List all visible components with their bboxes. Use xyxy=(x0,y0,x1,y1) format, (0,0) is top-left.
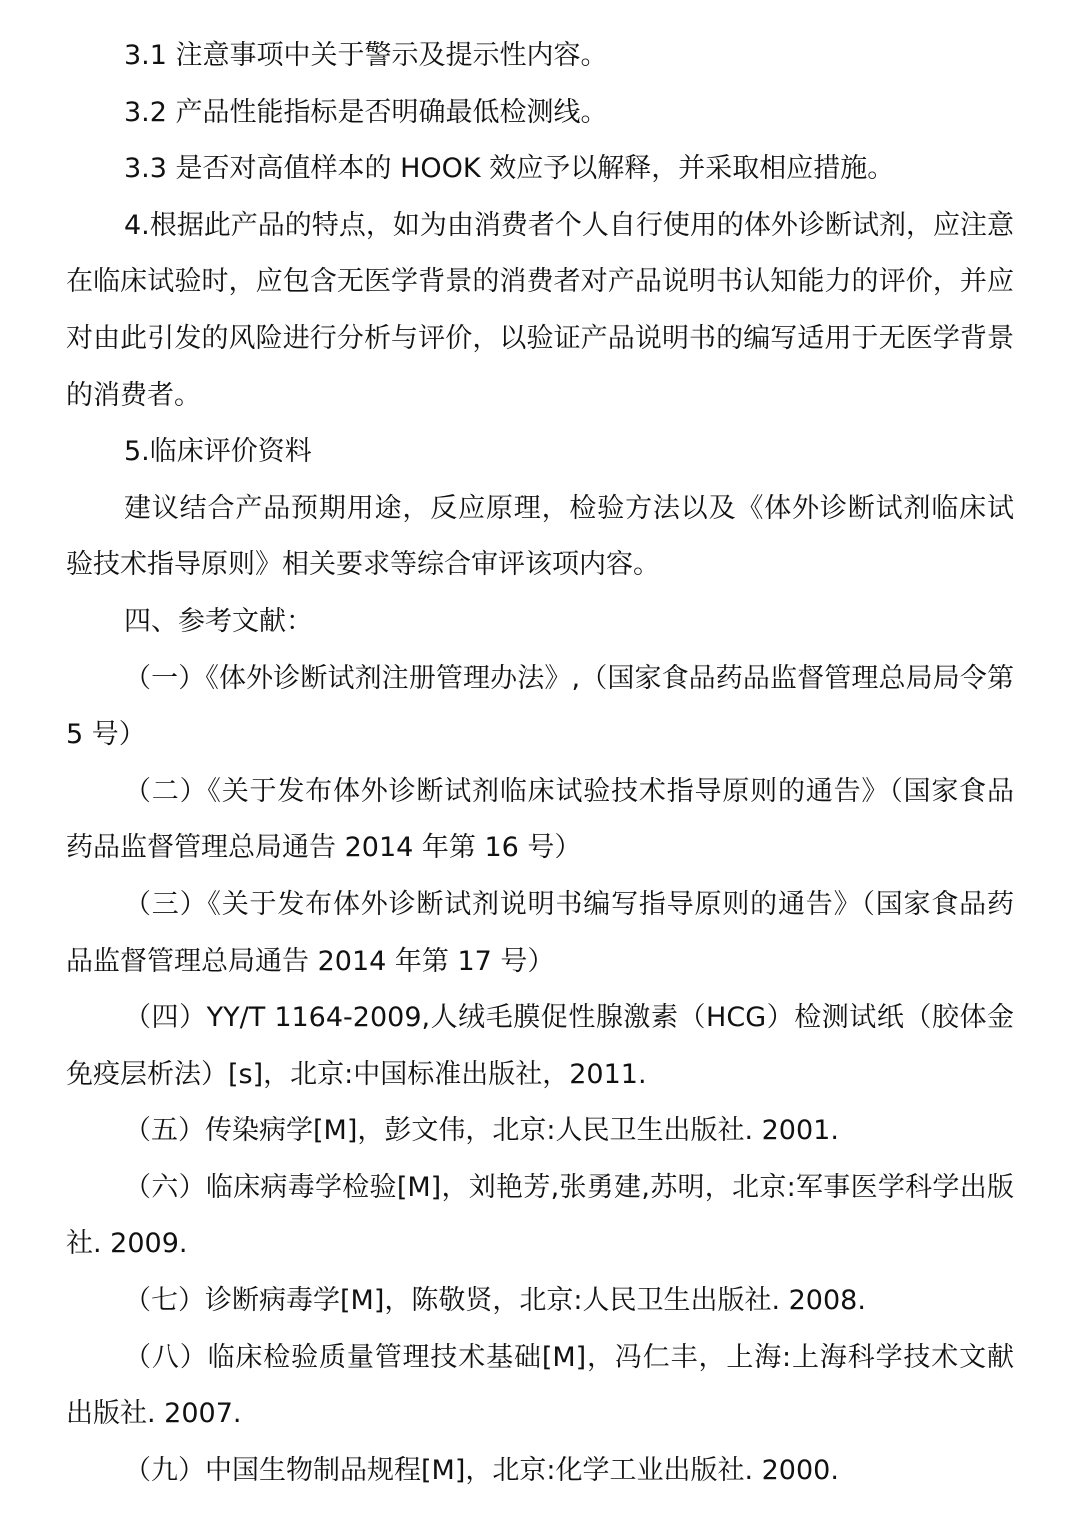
reference-item-4: （四）YY/T 1164-2009,人绒毛膜促性腺激素（HCG）检测试纸（胶体金免疫层析法）[s]，北京:中国标准出版社，2011. xyxy=(66,1002,1014,1090)
reference-item-2: （二）《关于发布体外诊断试剂临床试验技术指导原则的通告》（国家食品药品监督管理总局通告 2014 年第 16 号） xyxy=(66,775,1014,864)
paragraph-3-3-hook-effect: 3.3 是否对高值样本的 HOOK 效应予以解释，并采取相应措施。 xyxy=(124,153,895,185)
paragraph-3-1-warnings: 3.1 注意事项中关于警示及提示性内容。 xyxy=(124,40,608,71)
reference-item-5: （五）传染病学[M]，彭文伟，北京:人民卫生出版社. 2001. xyxy=(124,1115,839,1147)
paragraph-4-consumer-use: 4.根据此产品的特点，如为由消费者个人自行使用的体外诊断试剂，应注意在临床试验时，应包含无医学背景的消费者对产品说明书认知能力的评价，并应对由此引发的风险进行分析与评价，以验证产品说明书的编写适用于无医学背景的消费者。 xyxy=(66,209,1014,411)
paragraph-5-heading: 5.临床评价资料 xyxy=(124,436,312,468)
references-heading: 四、参考文献： xyxy=(124,605,313,637)
reference-item-1: （一）《体外诊断试剂注册管理办法》,（国家食品药品监督管理总局局令第 5 号） xyxy=(66,662,1014,751)
reference-item-6: （六）临床病毒学检验[M]，刘艳芳,张勇建,苏明，北京:军事医学科学出版社. 2009. xyxy=(66,1171,1014,1260)
reference-item-9: （九）中国生物制品规程[M]，北京:化学工业出版社. 2000. xyxy=(124,1454,839,1486)
paragraph-3-2-detection-limit: 3.2 产品性能指标是否明确最低检测线。 xyxy=(124,96,608,128)
reference-item-3: （三）《关于发布体外诊断试剂说明书编写指导原则的通告》（国家食品药品监督管理总局通告 2014 年第 17 号） xyxy=(66,888,1014,977)
paragraph-5-body: 建议结合产品预期用途，反应原理，检验方法以及《体外诊断试剂临床试验技术指导原则》相关要求等综合审评该项内容。 xyxy=(66,492,1014,581)
reference-item-8: （八）临床检验质量管理技术基础[M]，冯仁丰，上海:上海科学技术文献出版社. 2007. xyxy=(66,1341,1014,1430)
reference-item-7: （七）诊断病毒学[M]，陈敬贤，北京:人民卫生出版社. 2008. xyxy=(124,1285,866,1317)
